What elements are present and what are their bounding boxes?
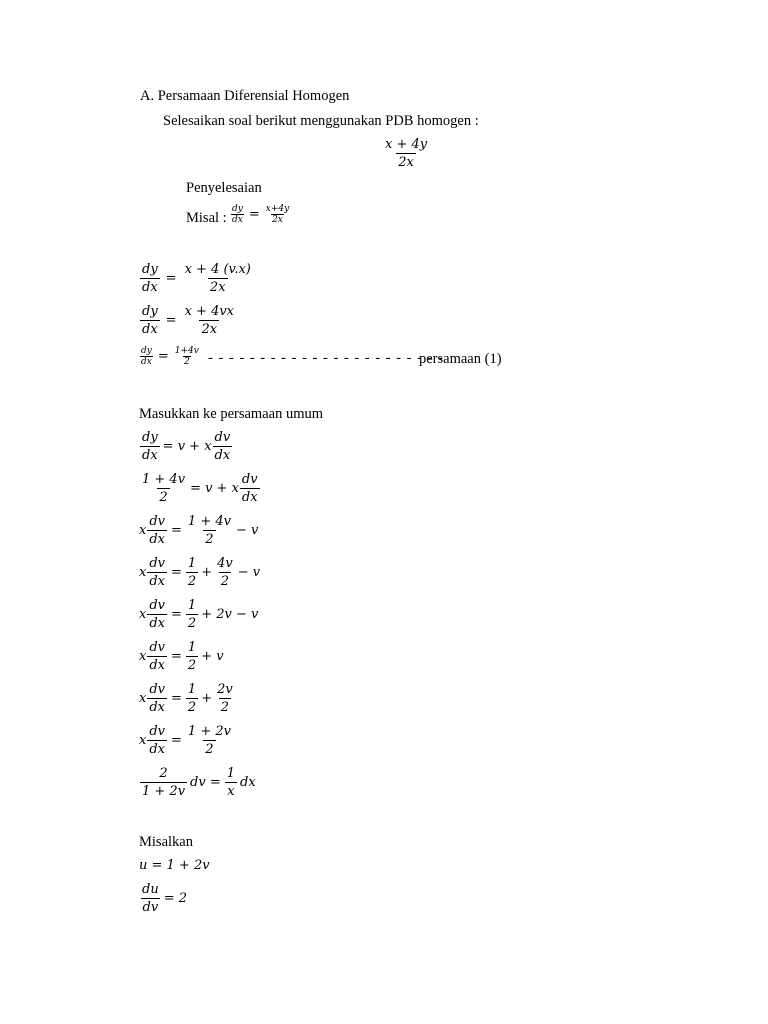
eqf-r1-den: 2 bbox=[187, 658, 197, 673]
u-definition bbox=[139, 858, 210, 873]
sub2-rhs-den: 2x bbox=[201, 322, 218, 337]
eqf-lhs-den: dx bbox=[149, 658, 165, 673]
eqe-x: x bbox=[139, 607, 147, 622]
equation-1-label: persamaan (1) bbox=[419, 351, 502, 367]
eqa-lhs-num: dy bbox=[142, 430, 158, 445]
sub2-rhs-num: x + 4vx bbox=[184, 304, 235, 319]
eqb-rhs-den: dx bbox=[241, 490, 258, 505]
problem-denominator: 2x bbox=[398, 155, 414, 170]
eqc-r1-num: 1 + 4v bbox=[187, 514, 231, 529]
general-eq-c bbox=[139, 514, 258, 547]
general-eq-b bbox=[139, 472, 261, 505]
general-eq-i bbox=[139, 766, 256, 799]
general-eq-h bbox=[139, 724, 234, 757]
eqf-lhs-num: dv bbox=[149, 640, 166, 655]
general-intro: Masukkan ke persamaan umum bbox=[139, 406, 324, 422]
substitution-line-3 bbox=[139, 346, 201, 367]
eqc-rest: − v bbox=[235, 523, 259, 538]
eqf-x: x bbox=[139, 649, 147, 664]
eqh-r1-num: 1 + 2v bbox=[187, 724, 231, 739]
eqd-r2-den: 2 bbox=[220, 574, 230, 589]
eqd-plus: + bbox=[201, 565, 213, 580]
eqb-rhs-num: dv bbox=[241, 472, 258, 487]
eqd-lhs-den: dx bbox=[149, 574, 165, 589]
misal-label: Misal : bbox=[186, 210, 227, 226]
sub1-rhs-den: 2x bbox=[209, 280, 226, 295]
substitution-line-1 bbox=[139, 262, 254, 295]
eqi-rest: dx bbox=[240, 775, 256, 790]
eqb-mid: = v + x bbox=[190, 481, 239, 496]
general-eq-e bbox=[139, 598, 258, 631]
general-eq-a bbox=[139, 430, 233, 463]
du-dv-equation bbox=[139, 882, 187, 915]
eqe-rest: + 2v − v bbox=[201, 607, 259, 622]
sub3-eq: = bbox=[157, 349, 169, 364]
general-eq-g bbox=[139, 682, 236, 715]
eqg-r1-num: 1 bbox=[187, 682, 197, 697]
eqg-r1-den: 2 bbox=[187, 700, 197, 715]
eqd-r2-num: 4v bbox=[217, 556, 233, 571]
misal-lhs-num: dy bbox=[232, 204, 243, 214]
eqg-plus: + bbox=[201, 691, 213, 706]
eqd-rest: − v bbox=[237, 565, 261, 580]
eqg-eq: = bbox=[171, 691, 182, 706]
dv-den: dv bbox=[142, 900, 159, 915]
eqe-r1-den: 2 bbox=[187, 616, 197, 631]
sub3-lhs-den: dx bbox=[141, 357, 152, 367]
eqg-r2-num: 2v bbox=[217, 682, 233, 697]
eqe-lhs-den: dx bbox=[149, 616, 165, 631]
eqh-eq: = bbox=[171, 733, 182, 748]
eqc-x: x bbox=[139, 523, 147, 538]
sub2-lhs-den: dx bbox=[142, 322, 158, 337]
eqc-lhs-den: dx bbox=[149, 532, 165, 547]
misal-rhs-num: x+4y bbox=[265, 204, 290, 214]
eqf-eq: = bbox=[171, 649, 182, 664]
eqc-lhs-num: dv bbox=[149, 514, 166, 529]
eqa-mid: = v + x bbox=[162, 439, 212, 454]
misal-equation bbox=[230, 204, 291, 225]
eqa-lhs-den: dx bbox=[142, 448, 158, 463]
eqf-r1-num: 1 bbox=[187, 640, 197, 655]
eqb-lhs-den: 2 bbox=[159, 490, 168, 505]
eqc-eq: = bbox=[171, 523, 182, 538]
eqh-lhs-num: dv bbox=[149, 724, 166, 739]
sub1-rhs-num: x + 4 (v.x) bbox=[184, 262, 251, 277]
general-eq-d bbox=[139, 556, 260, 589]
sub2-eq: = bbox=[165, 313, 177, 328]
general-eq-f bbox=[139, 640, 224, 673]
misalkan-label: Misalkan bbox=[139, 834, 193, 850]
eqd-eq: = bbox=[171, 565, 182, 580]
eqd-r1-num: 1 bbox=[187, 556, 197, 571]
eqh-lhs-den: dx bbox=[149, 742, 165, 757]
sub3-rhs-den: 2 bbox=[183, 357, 190, 367]
substitution-line-2 bbox=[139, 304, 237, 337]
eqf-rest: + v bbox=[201, 649, 224, 664]
u-def-text: u = 1 + 2v bbox=[139, 858, 210, 873]
eqh-x: x bbox=[139, 733, 147, 748]
du-num: du bbox=[142, 882, 159, 897]
eqd-lhs-num: dv bbox=[149, 556, 166, 571]
eqg-x: x bbox=[139, 691, 147, 706]
solution-label: Penyelesaian bbox=[186, 180, 262, 196]
eqd-r1-den: 2 bbox=[187, 574, 197, 589]
eqb-lhs-num: 1 + 4v bbox=[142, 472, 186, 487]
eqa-rhs-den: dx bbox=[214, 448, 231, 463]
eqe-eq: = bbox=[171, 607, 182, 622]
eqi-rhs-num: 1 bbox=[226, 766, 236, 781]
eqi-lhs-num: 2 bbox=[159, 766, 168, 781]
eqg-lhs-num: dv bbox=[149, 682, 166, 697]
eqa-rhs-num: dv bbox=[214, 430, 231, 445]
sub3-rhs-num: 1+4v bbox=[174, 346, 199, 356]
deriv-rest: = 2 bbox=[163, 891, 187, 906]
problem-expression bbox=[382, 137, 430, 170]
problem-numerator: x + 4y bbox=[385, 137, 428, 152]
eqg-r2-den: 2 bbox=[220, 700, 230, 715]
sub1-lhs-den: dx bbox=[142, 280, 158, 295]
instruction-text: Selesaikan soal berikut menggunakan PDB homogen : bbox=[163, 113, 479, 129]
misal-eq: = bbox=[248, 207, 260, 222]
eqi-mid: dv = bbox=[190, 775, 221, 790]
equation-leader-dashes: - - - - - - - - - - - - - - - - - - - - - - - bbox=[208, 350, 444, 366]
eqh-r1-den: 2 bbox=[205, 742, 214, 757]
sub1-eq: = bbox=[165, 271, 177, 286]
eqe-r1-num: 1 bbox=[187, 598, 197, 613]
eqd-x: x bbox=[139, 565, 147, 580]
eqi-rhs-den: x bbox=[227, 784, 235, 799]
eqc-r1-den: 2 bbox=[205, 532, 214, 547]
eqe-lhs-num: dv bbox=[149, 598, 166, 613]
eqi-lhs-den: 1 + 2v bbox=[142, 784, 186, 799]
misal-rhs-den: 2x bbox=[272, 215, 283, 225]
sub1-lhs-num: dy bbox=[142, 262, 158, 277]
sub2-lhs-num: dy bbox=[142, 304, 158, 319]
section-heading: A. Persamaan Diferensial Homogen bbox=[140, 88, 350, 104]
sub3-lhs-num: dy bbox=[141, 346, 152, 356]
misal-lhs-den: dx bbox=[232, 215, 243, 225]
eqg-lhs-den: dx bbox=[149, 700, 165, 715]
